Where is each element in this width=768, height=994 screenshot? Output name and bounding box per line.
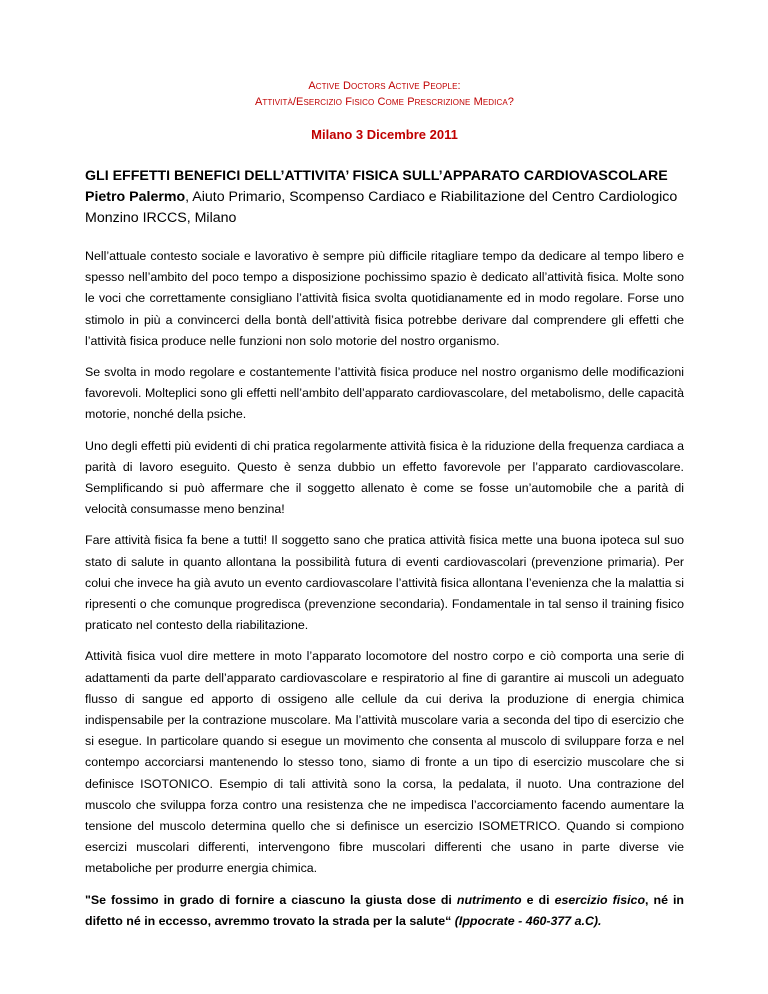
- author-line: [85, 187, 684, 229]
- event-title-line-1: Active Doctors Active People:: [308, 80, 461, 92]
- quote-emphasis-esercizio: esercizio fisico: [554, 892, 646, 907]
- quote-part-3: , né in difetto né in eccesso, avremmo trovato la strada per la salute“: [85, 892, 684, 928]
- paragraph: Fare attività fisica fa bene a tutti! Il soggetto sano che pratica attività fisica mette una buona ipoteca sul suo stato di salute in quanto allontana la possibilità futura di eventi cardiovascolari (prevenzione primaria). Per colui che invece ha già avuto un evento cardiovascolare l’attività fisica allontana l’evenienza che la malattia si ripresenti o che comunque progredisca (prevenzione secondaria). Fondamentale in tal senso il training fisico praticato nel contesto della riabilitazione.: [85, 533, 684, 633]
- event-title-line-2: Attività/Esercizio Fisico Come Prescrizione Medica?: [254, 96, 515, 108]
- hippocrates-quote: [85, 890, 684, 932]
- quote-part-2: e di: [521, 892, 555, 907]
- event-date: Milano 3 Dicembre 2011: [311, 127, 458, 142]
- article-body: [85, 246, 684, 932]
- author-affiliation: , Aiuto Primario, Scompenso Cardiaco e Riabilitazione del Centro Cardiologico Monzino IRCCS, Milano: [85, 189, 678, 226]
- article-title: GLI EFFETTI BENEFICI DELL’ATTIVITA’ FISICA SULL’APPARATO CARDIOVASCOLARE: [85, 168, 668, 184]
- paragraph: Uno degli effetti più evidenti di chi pratica regolarmente attività fisica è la riduzione della frequenza cardiaca a parità di lavoro eseguito. Questo è senza dubbio un effetto favorevole per l’apparato cardiovascolare. Semplificando si può affermare che il soggetto allenato è come se fosse un’automobile che a parità di velocità consumasse meno benzina!: [85, 438, 684, 517]
- quote-source: (Ippocrate - 460-377 a.C).: [454, 913, 602, 928]
- quote-part-1: "Se fossimo in grado di fornire a ciascuno la giusta dose di: [85, 892, 457, 907]
- paragraph: Nell’attuale contesto sociale e lavorativo è sempre più difficile ritagliare tempo da dedicare al tempo libero e spesso nell’ambito del poco tempo a disposizione pochissimo spazio è dedicato all’attività fisica. Molte sono le voci che correttamente consigliano l’attività fisica svolta quotidianamente ed in modo regolare. Forse uno stimolo in più a convincerci della bontà dell’attività fisica potrebbe derivare dal comprendere gli effetti che l’attività fisica produce nelle funzioni non solo motorie del nostro organismo.: [85, 249, 684, 348]
- author-name: Pietro Palermo: [85, 189, 186, 205]
- paragraph: Attività fisica vuol dire mettere in moto l’apparato locomotore del nostro corpo e ciò comporta una serie di adattamenti da parte dell’apparato cardiovascolare e respiratorio al fine di garantire ai muscoli un adeguato flusso di sangue ed apporto di ossigeno alle cellule da cui deriva la produzione di energia chimica indispensabile per la contrazione muscolare. Ma l’attività muscolare varia a seconda del tipo di esercizio che si esegue. In particolare quando si esegue un movimento che consenta al muscolo di sviluppare forza e nel contempo accorciarsi mantenendo lo stesso tono, siamo di fronte a un tipo di esercizio muscolare che si definisce ISOTONICO. Esempio di tali attività sono la corsa, la pedalata, il nuoto. Una contrazione del muscolo che sviluppa forza contro una resistenza che ne impedisca l’accorciamento facendo aumentare la tensione del muscolo determina quello che si definisce un esercizio ISOMETRICO. Quando si compiono esercizi muscolari differenti, intervengono fibre muscolari differenti che usano in parte diverse vie metaboliche per produrre energia chimica.: [85, 649, 684, 876]
- paragraph: Se svolta in modo regolare e costantemente l’attività fisica produce nel nostro organismo delle modificazioni favorevoli. Molteplici sono gli effetti nell’ambito dell’apparato cardiovascolare, del metabolismo, delle capacità motorie, nonché della psiche.: [85, 365, 684, 422]
- quote-emphasis-nutrimento: nutrimento: [456, 892, 522, 907]
